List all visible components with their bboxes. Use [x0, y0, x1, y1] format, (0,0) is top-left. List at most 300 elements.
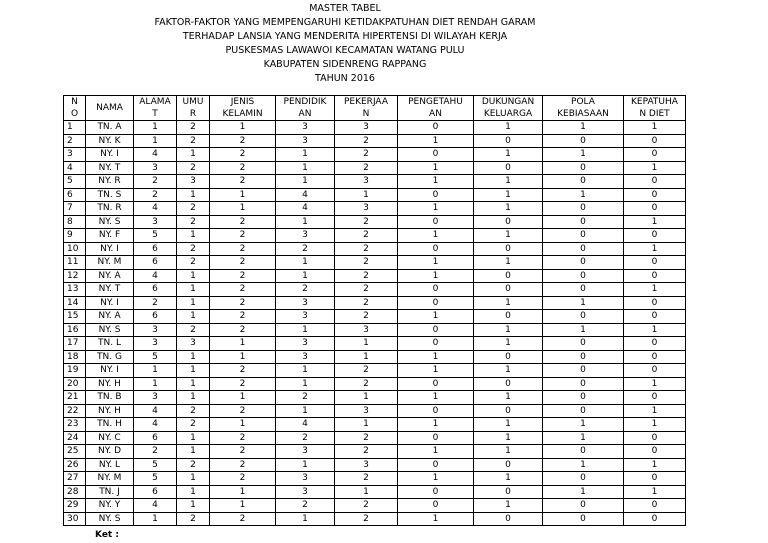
cell-kepatuhan-diet: 1: [624, 323, 686, 337]
cell-pendidikan: 2: [276, 283, 335, 297]
cell-pengetahuan: 1: [398, 202, 474, 216]
cell-pola-kebiasaan: 0: [543, 202, 624, 216]
cell-pengetahuan: 0: [398, 323, 474, 337]
header-pengetahuan: [398, 96, 474, 121]
cell-pengetahuan: 0: [398, 485, 474, 499]
cell-umur: 1: [177, 310, 210, 324]
cell-pekerjaan: 3: [335, 202, 398, 216]
cell-pekerjaan: 2: [335, 242, 398, 256]
cell-pendidikan: 1: [276, 377, 335, 391]
cell-pola-kebiasaan: 0: [543, 445, 624, 459]
header-line: PEKERJAA: [343, 97, 388, 107]
cell-pekerjaan: 2: [335, 296, 398, 310]
cell-alamat: 6: [134, 256, 177, 270]
cell-pendidikan: 3: [276, 485, 335, 499]
table-row: [64, 391, 686, 405]
cell-nama: NY. T: [86, 161, 134, 175]
cell-alamat: 4: [134, 404, 177, 418]
title-line: PUSKESMAS LAWAWOI KECAMATAN WATANG PULU: [225, 45, 465, 56]
cell-alamat: 4: [134, 269, 177, 283]
cell-pekerjaan: 1: [335, 337, 398, 351]
header-pendidikan: [276, 96, 335, 121]
cell-dukungan-keluarga: 0: [474, 350, 543, 364]
cell-no: 25: [64, 445, 86, 459]
cell-nama: NY. F: [86, 229, 134, 243]
cell-alamat: 3: [134, 391, 177, 405]
cell-pendidikan: 3: [276, 337, 335, 351]
table-row: [64, 485, 686, 499]
cell-dukungan-keluarga: 1: [474, 202, 543, 216]
cell-no: 15: [64, 310, 86, 324]
header-line: UMU: [182, 97, 204, 107]
cell-umur: 2: [177, 323, 210, 337]
cell-dukungan-keluarga: 0: [474, 134, 543, 148]
cell-dukungan-keluarga: 1: [474, 337, 543, 351]
cell-dukungan-keluarga: 1: [474, 472, 543, 486]
cell-no: 24: [64, 431, 86, 445]
cell-kepatuhan-diet: 0: [624, 431, 686, 445]
cell-pengetahuan: 0: [398, 215, 474, 229]
cell-umur: 3: [177, 175, 210, 189]
cell-kepatuhan-diet: 0: [624, 350, 686, 364]
header-line: AN: [429, 109, 442, 119]
cell-jenis-kelamin: 2: [210, 364, 276, 378]
header-kepatuhan-diet: [624, 96, 686, 121]
cell-umur: 2: [177, 458, 210, 472]
cell-alamat: 6: [134, 310, 177, 324]
cell-pekerjaan: 3: [335, 404, 398, 418]
cell-umur: 1: [177, 229, 210, 243]
cell-pola-kebiasaan: 1: [543, 121, 624, 135]
cell-no: 14: [64, 296, 86, 310]
cell-jenis-kelamin: 1: [210, 485, 276, 499]
cell-no: 29: [64, 499, 86, 513]
cell-pendidikan: 1: [276, 148, 335, 162]
cell-pengetahuan: 0: [398, 458, 474, 472]
cell-kepatuhan-diet: 1: [624, 215, 686, 229]
cell-nama: NY. A: [86, 310, 134, 324]
header-line: KELAMIN: [222, 109, 263, 119]
cell-pekerjaan: 2: [335, 269, 398, 283]
cell-pengetahuan: 0: [398, 337, 474, 351]
cell-pendidikan: 3: [276, 310, 335, 324]
cell-no: 19: [64, 364, 86, 378]
cell-kepatuhan-diet: 0: [624, 296, 686, 310]
cell-umur: 1: [177, 445, 210, 459]
cell-pekerjaan: 2: [335, 283, 398, 297]
cell-alamat: 5: [134, 458, 177, 472]
cell-jenis-kelamin: 2: [210, 134, 276, 148]
cell-umur: 1: [177, 364, 210, 378]
cell-umur: 1: [177, 269, 210, 283]
cell-umur: 2: [177, 512, 210, 526]
table-row: [64, 242, 686, 256]
cell-no: 30: [64, 512, 86, 526]
table-row: [64, 148, 686, 162]
cell-no: 18: [64, 350, 86, 364]
table-row: [64, 337, 686, 351]
cell-jenis-kelamin: 2: [210, 310, 276, 324]
cell-pendidikan: 3: [276, 134, 335, 148]
cell-jenis-kelamin: 2: [210, 404, 276, 418]
cell-pengetahuan: 0: [398, 404, 474, 418]
cell-no: 17: [64, 337, 86, 351]
table-row: [64, 310, 686, 324]
cell-pola-kebiasaan: 1: [543, 188, 624, 202]
cell-pekerjaan: 2: [335, 431, 398, 445]
cell-pendidikan: 4: [276, 202, 335, 216]
cell-pekerjaan: 2: [335, 256, 398, 270]
cell-pekerjaan: 2: [335, 310, 398, 324]
cell-pengetahuan: 0: [398, 283, 474, 297]
cell-pendidikan: 2: [276, 499, 335, 513]
cell-pendidikan: 3: [276, 472, 335, 486]
cell-jenis-kelamin: 1: [210, 391, 276, 405]
header-line: PENGETAHU: [408, 97, 463, 107]
cell-kepatuhan-diet: 0: [624, 391, 686, 405]
cell-nama: NY. M: [86, 472, 134, 486]
cell-jenis-kelamin: 2: [210, 458, 276, 472]
cell-alamat: 4: [134, 202, 177, 216]
cell-jenis-kelamin: 2: [210, 296, 276, 310]
cell-dukungan-keluarga: 1: [474, 364, 543, 378]
cell-pendidikan: 2: [276, 242, 335, 256]
cell-pendidikan: 1: [276, 215, 335, 229]
cell-umur: 2: [177, 121, 210, 135]
cell-pekerjaan: 1: [335, 418, 398, 432]
cell-pengetahuan: 1: [398, 364, 474, 378]
cell-kepatuhan-diet: 0: [624, 256, 686, 270]
table-row: [64, 445, 686, 459]
cell-dukungan-keluarga: 1: [474, 229, 543, 243]
cell-pola-kebiasaan: 1: [543, 431, 624, 445]
cell-jenis-kelamin: 2: [210, 256, 276, 270]
cell-pola-kebiasaan: 0: [543, 337, 624, 351]
cell-pekerjaan: 2: [335, 215, 398, 229]
cell-umur: 1: [177, 188, 210, 202]
cell-kepatuhan-diet: 0: [624, 229, 686, 243]
cell-kepatuhan-diet: 1: [624, 404, 686, 418]
cell-no: 10: [64, 242, 86, 256]
cell-pola-kebiasaan: 1: [543, 458, 624, 472]
cell-pola-kebiasaan: 0: [543, 175, 624, 189]
cell-pengetahuan: 1: [398, 391, 474, 405]
cell-pendidikan: 3: [276, 445, 335, 459]
cell-no: 4: [64, 161, 86, 175]
cell-pekerjaan: 2: [335, 229, 398, 243]
cell-jenis-kelamin: 2: [210, 269, 276, 283]
cell-kepatuhan-diet: 0: [624, 512, 686, 526]
cell-pola-kebiasaan: 0: [543, 161, 624, 175]
header-line: POLA: [571, 97, 595, 107]
table-row: [64, 134, 686, 148]
cell-pendidikan: 3: [276, 296, 335, 310]
cell-pola-kebiasaan: 1: [543, 323, 624, 337]
ket-label: Ket :: [95, 530, 119, 540]
header-line: N: [71, 97, 78, 107]
header-line: PENDIDIK: [283, 97, 327, 107]
table-row: [64, 121, 686, 135]
cell-jenis-kelamin: 1: [210, 350, 276, 364]
cell-umur: 2: [177, 418, 210, 432]
cell-jenis-kelamin: 2: [210, 175, 276, 189]
cell-no: 13: [64, 283, 86, 297]
cell-nama: NY. I: [86, 364, 134, 378]
cell-pekerjaan: 2: [335, 134, 398, 148]
cell-pekerjaan: 2: [335, 512, 398, 526]
header-line: N: [362, 109, 370, 119]
table-header-row: [64, 96, 686, 121]
cell-kepatuhan-diet: 1: [624, 242, 686, 256]
cell-nama: NY. M: [86, 256, 134, 270]
cell-nama: NY. K: [86, 134, 134, 148]
header-line: T: [152, 109, 158, 119]
cell-umur: 2: [177, 161, 210, 175]
cell-pola-kebiasaan: 1: [543, 296, 624, 310]
cell-alamat: 1: [134, 121, 177, 135]
cell-pekerjaan: 2: [335, 445, 398, 459]
cell-pola-kebiasaan: 0: [543, 229, 624, 243]
cell-dukungan-keluarga: 1: [474, 256, 543, 270]
cell-umur: 1: [177, 485, 210, 499]
table-row: [64, 499, 686, 513]
header-line: N DIET: [639, 109, 670, 119]
master-table: [63, 95, 686, 526]
cell-dukungan-keluarga: 0: [474, 458, 543, 472]
cell-no: 23: [64, 418, 86, 432]
table-row: [64, 418, 686, 432]
cell-pendidikan: 1: [276, 364, 335, 378]
header-line: KEPATUHA: [631, 97, 678, 107]
cell-umur: 1: [177, 148, 210, 162]
cell-nama: NY. A: [86, 269, 134, 283]
cell-umur: 1: [177, 499, 210, 513]
cell-pendidikan: 1: [276, 323, 335, 337]
header-line: AN: [298, 109, 312, 119]
cell-nama: NY. Y: [86, 499, 134, 513]
cell-pendidikan: 2: [276, 391, 335, 405]
cell-pekerjaan: 1: [335, 350, 398, 364]
cell-jenis-kelamin: 2: [210, 148, 276, 162]
cell-nama: NY. I: [86, 242, 134, 256]
cell-kepatuhan-diet: 1: [624, 458, 686, 472]
cell-pengetahuan: 1: [398, 161, 474, 175]
cell-pekerjaan: 2: [335, 161, 398, 175]
cell-jenis-kelamin: 1: [210, 121, 276, 135]
cell-dukungan-keluarga: 1: [474, 323, 543, 337]
header-line: KELUARGA: [483, 109, 533, 119]
header-line: O: [70, 109, 79, 119]
cell-no: 6: [64, 188, 86, 202]
cell-jenis-kelamin: 2: [210, 472, 276, 486]
cell-nama: NY. S: [86, 323, 134, 337]
cell-dukungan-keluarga: 0: [474, 161, 543, 175]
title-block: [0, 2, 690, 86]
cell-alamat: 6: [134, 242, 177, 256]
cell-pengetahuan: 1: [398, 310, 474, 324]
cell-alamat: 1: [134, 512, 177, 526]
cell-pendidikan: 1: [276, 512, 335, 526]
cell-jenis-kelamin: 1: [210, 499, 276, 513]
cell-no: 22: [64, 404, 86, 418]
cell-alamat: 3: [134, 215, 177, 229]
cell-dukungan-keluarga: 0: [474, 310, 543, 324]
table-row: [64, 202, 686, 216]
cell-jenis-kelamin: 2: [210, 431, 276, 445]
cell-umur: 1: [177, 391, 210, 405]
cell-pola-kebiasaan: 0: [543, 134, 624, 148]
table-row: [64, 350, 686, 364]
header-line: KEBIASAAN: [557, 109, 609, 119]
header-pekerjaan: [335, 96, 398, 121]
table-row: [64, 283, 686, 297]
cell-no: 28: [64, 485, 86, 499]
cell-nama: NY. S: [86, 215, 134, 229]
cell-pengetahuan: 0: [398, 499, 474, 513]
cell-jenis-kelamin: 2: [210, 445, 276, 459]
cell-dukungan-keluarga: 0: [474, 269, 543, 283]
cell-pola-kebiasaan: 0: [543, 269, 624, 283]
cell-alamat: 1: [134, 134, 177, 148]
cell-jenis-kelamin: 2: [210, 242, 276, 256]
cell-pekerjaan: 3: [335, 121, 398, 135]
cell-kepatuhan-diet: 1: [624, 161, 686, 175]
cell-umur: 2: [177, 202, 210, 216]
header-nama: NAMA: [86, 96, 134, 121]
cell-pekerjaan: 3: [335, 175, 398, 189]
cell-pola-kebiasaan: 0: [543, 391, 624, 405]
cell-pendidikan: 1: [276, 161, 335, 175]
cell-no: 11: [64, 256, 86, 270]
cell-umur: 1: [177, 472, 210, 486]
cell-kepatuhan-diet: 1: [624, 377, 686, 391]
cell-no: 16: [64, 323, 86, 337]
cell-pola-kebiasaan: 1: [543, 485, 624, 499]
cell-pendidikan: 1: [276, 175, 335, 189]
cell-alamat: 2: [134, 445, 177, 459]
cell-nama: NY. C: [86, 431, 134, 445]
cell-nama: NY. I: [86, 148, 134, 162]
cell-pola-kebiasaan: 0: [543, 499, 624, 513]
cell-jenis-kelamin: 2: [210, 323, 276, 337]
cell-nama: TN. L: [86, 337, 134, 351]
cell-umur: 3: [177, 337, 210, 351]
cell-pengetahuan: 1: [398, 256, 474, 270]
cell-jenis-kelamin: 2: [210, 377, 276, 391]
cell-pola-kebiasaan: 0: [543, 404, 624, 418]
table-row: [64, 175, 686, 189]
cell-pekerjaan: 2: [335, 364, 398, 378]
table-row: [64, 215, 686, 229]
cell-pengetahuan: 1: [398, 350, 474, 364]
cell-umur: 2: [177, 256, 210, 270]
cell-no: 7: [64, 202, 86, 216]
cell-nama: TN. B: [86, 391, 134, 405]
cell-pendidikan: 3: [276, 229, 335, 243]
cell-alamat: 2: [134, 296, 177, 310]
table-row: [64, 431, 686, 445]
cell-pengetahuan: 0: [398, 148, 474, 162]
cell-dukungan-keluarga: 1: [474, 445, 543, 459]
cell-dukungan-keluarga: 1: [474, 431, 543, 445]
cell-no: 5: [64, 175, 86, 189]
cell-pendidikan: 4: [276, 188, 335, 202]
cell-pengetahuan: 1: [398, 175, 474, 189]
cell-alamat: 6: [134, 485, 177, 499]
header-line: R: [189, 109, 197, 119]
cell-kepatuhan-diet: 0: [624, 148, 686, 162]
cell-kepatuhan-diet: 0: [624, 499, 686, 513]
cell-pola-kebiasaan: 0: [543, 283, 624, 297]
cell-pola-kebiasaan: 0: [543, 310, 624, 324]
cell-dukungan-keluarga: 0: [474, 485, 543, 499]
cell-kepatuhan-diet: 0: [624, 337, 686, 351]
cell-nama: NY. D: [86, 445, 134, 459]
cell-no: 26: [64, 458, 86, 472]
cell-nama: TN. R: [86, 202, 134, 216]
cell-alamat: 5: [134, 350, 177, 364]
cell-pola-kebiasaan: 0: [543, 364, 624, 378]
cell-pengetahuan: 1: [398, 229, 474, 243]
table-row: [64, 188, 686, 202]
cell-alamat: 2: [134, 175, 177, 189]
cell-pola-kebiasaan: 0: [543, 242, 624, 256]
table-row: [64, 229, 686, 243]
cell-pengetahuan: 1: [398, 472, 474, 486]
cell-kepatuhan-diet: 0: [624, 445, 686, 459]
cell-jenis-kelamin: 1: [210, 188, 276, 202]
cell-dukungan-keluarga: 1: [474, 391, 543, 405]
cell-jenis-kelamin: 1: [210, 418, 276, 432]
header-jenis-kelamin: [210, 96, 276, 121]
cell-kepatuhan-diet: 0: [624, 472, 686, 486]
cell-pengetahuan: 1: [398, 269, 474, 283]
header-line: ALAMA: [139, 97, 171, 107]
cell-jenis-kelamin: 2: [210, 512, 276, 526]
table-row: [64, 323, 686, 337]
cell-pendidikan: 3: [276, 350, 335, 364]
cell-pengetahuan: 0: [398, 377, 474, 391]
table-row: [64, 256, 686, 270]
header-line: DUKUNGAN: [481, 97, 535, 107]
cell-dukungan-keluarga: 1: [474, 175, 543, 189]
cell-pekerjaan: 2: [335, 148, 398, 162]
cell-kepatuhan-diet: 0: [624, 202, 686, 216]
title-line: TAHUN 2016: [315, 73, 375, 84]
cell-pekerjaan: 2: [335, 472, 398, 486]
cell-umur: 1: [177, 377, 210, 391]
cell-pola-kebiasaan: 1: [543, 148, 624, 162]
header-no: [64, 96, 86, 121]
cell-pendidikan: 1: [276, 256, 335, 270]
title-line: KABUPATEN SIDENRENG RAPPANG: [263, 59, 427, 70]
cell-pendidikan: 2: [276, 431, 335, 445]
header-pola-kebiasaan: [543, 96, 624, 121]
cell-nama: TN. G: [86, 350, 134, 364]
cell-jenis-kelamin: 2: [210, 283, 276, 297]
cell-nama: TN. H: [86, 418, 134, 432]
cell-pekerjaan: 2: [335, 499, 398, 513]
cell-umur: 1: [177, 350, 210, 364]
cell-pendidikan: 1: [276, 404, 335, 418]
table-row: [64, 404, 686, 418]
cell-pekerjaan: 1: [335, 188, 398, 202]
cell-alamat: 1: [134, 364, 177, 378]
cell-pengetahuan: 1: [398, 445, 474, 459]
cell-alamat: 5: [134, 472, 177, 486]
cell-dukungan-keluarga: 0: [474, 242, 543, 256]
cell-kepatuhan-diet: 0: [624, 188, 686, 202]
